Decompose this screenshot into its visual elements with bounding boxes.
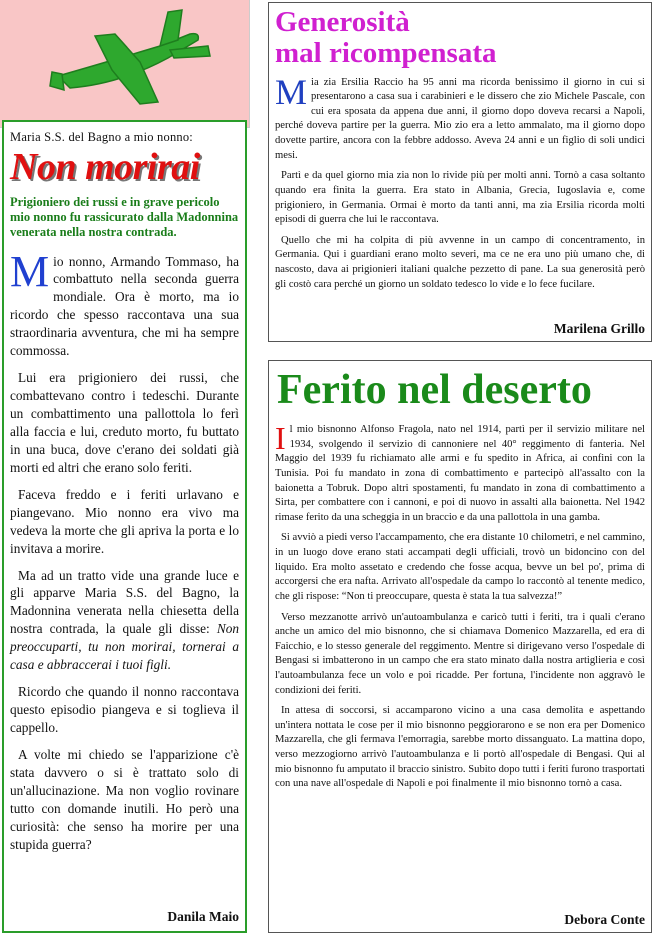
paragraph: Si avviò a piedi verso l'accampamento, che era distante 10 chilometri, e nel cammino, in un luogo dove erano stati accampati degli ufficiali, trovò un bidoncino con del liquido. Era molto assetato e credendo che fosse acqua, bevve un bel po', prima di accorgersi che era nafta. Arrivato all'ospedale da campo lo raccontò al tenente medico, che gli rispose: “Non ti preoccupare, questa è stata la tua salvezza!” — [275, 532, 645, 602]
paragraph: In attesa di soccorsi, si accamparono vicino a una casa demolita e aspettando un'intera nottata le cose per il mio bisnonno peggiorarono e se non era per Domenico Mazzarella, che gli fermava l'emorragia, sarebbe morto dissanguato. La mattina dopo, verso mezzogiorno arrivò l'autoambulanza e li portò all'ospedale di Bengasi. Qui al mio bisnonno fu amputato il braccio sinistro. Subito dopo tutti i feriti furono trasportati con una nave all'ospedale di Napoli e poi finalmente il mio bisnonno tornò a casa. — [275, 705, 645, 790]
article-title: Generosità mal ricompensata — [275, 6, 497, 70]
paragraph: Il mio bisnonno Alfonso Fragola, nato nel 1914, partì per il servizio militare nel 1934, svolgendo il servizio di cannoniere nel 40° reggimento di fanteria. Nel Maggio del 1939 fu richiamato alle armi e fu spedito in Africa, ai confini con la Tunisia. Poi fu mandato in zona di combattimento e partecipò all'assalto con la baionetta a Tobruk. Dopo altri spostamenti, fu mandato in zona di combattimento a Sirta, per combattere con i cannoni, e poi di nuovo in assalti alla baionetta. Nel 1942 rimase ferito da una scheggia in un braccio e da una pallottola in una gamba. — [275, 420, 645, 523]
paragraph: Faceva freddo e i feriti urlavano e piangevano. Mio nonno era vivo ma vedeva la morte che gli apriva la porta e lo invitava a morire. — [10, 486, 239, 556]
author-name: Danila Maio — [167, 909, 239, 924]
airplane-icon — [40, 6, 220, 116]
article-generosita — [268, 2, 652, 342]
paragraph: Partì e da quel giorno mia zia non lo rivide più per molti anni. Tornò a casa soltanto quando era finita la guerra. Era stato in Albania, Grecia, Iugoslavia e, come prigioniero, in Germania. Ormai è morto da tanti anni, ma zia Ersilia ricorda molti episodi di guerra che lui le raccontava. — [275, 170, 645, 226]
plane-illustration-box — [0, 0, 250, 128]
article-body — [10, 246, 239, 854]
author-name: Marilena Grillo — [553, 321, 645, 336]
paragraph: Mio nonno, Armando Tommaso, ha combattuto nella seconda guerra mondiale. Ora è morto, ma io ricordo che spesso raccontava una sua straordinaria avventura, che mi ha sempre commossa. — [10, 246, 239, 359]
paragraph: Mia zia Ersilia Raccio ha 95 anni ma ricorda benissimo il giorno in cui si presentarono a casa sua i carabinieri e le dissero che zio Michele Pascale, con cui era sposata da appena due anni, il giorno dopo doveva recarsi a Napoli, perché doveva partire per la guerra. Mio zio era a letto ammalato, ma il giorno dopo dovette partire, ancora con la febbre addosso. Aveva 24 anni e un figlio di soli undici mesi. — [275, 71, 645, 161]
paragraph: Verso mezzanotte arrivò un'autoambulanza e caricò tutti i feriti, tra i quali c'erano anche un amico del mio bisnonno, che si chiamava Domenico Mazzarella, ed era di Faicchio, e lo stesso generale del reggimento. Mentre si dirigevano verso l'ospedale di Bengasi si imbatterono in un campo che era stato minato dalla nostra artiglieria e così l'autoambulanza fece un volo e poi ricadde. Per fortuna, l'incidente non aggravò le condizioni dei feriti. — [275, 611, 645, 696]
paragraph: Ma ad un tratto vide una grande luce e gli apparve Maria S.S. del Bagno, la Madonnina venerata nella chiesetta della nostra contrada, la quale gli disse: Non preoccuparti, tu non morirai, tornerai a casa e abbraccerai i tuoi figli. — [10, 567, 239, 673]
article-ferito-nel-deserto — [268, 360, 652, 933]
drop-cap: M — [275, 71, 308, 112]
drop-cap: I — [275, 420, 286, 457]
paragraph: Quello che mi ha colpita di più avvenne in un campo di concentramento, in Germania. Qui i guardiani erano molto severi, ma ce ne era uno più umano che, di nascosto, dava ai prigionieri italiani qualche pezzetto di pane. La sua generosità però gli costò cara perché un giorno un soldato tedesco lo vide e lo fece fucilare. — [275, 234, 645, 290]
paragraph: A volte mi chiedo se l'apparizione c'è stata davvero o si è trattato solo di un'allucinazione. Ma non voglio rovinare tutto con domande inutili. Ho però una curiosità: che senso ha morire per una stupida guerra? — [10, 746, 239, 852]
article-body — [275, 71, 645, 293]
drop-cap: M — [10, 246, 50, 296]
article-title: Non morirai — [10, 146, 200, 188]
article-body — [275, 420, 645, 792]
quote: Non preoccuparti, tu non morirai, tornerai a casa e abbraccerai i tuoi figli. — [10, 621, 239, 673]
paragraph: Lui era prigioniero dei russi, che combattevano contro i tedeschi. Durante un combattimento una pallottola lo ferì alla faccia e lui, creduto morto, fu buttato in una buca, dove c'erano dei soldati già morti ed altri che erano solo feriti. — [10, 370, 239, 475]
paragraph: Ricordo che quando il nonno raccontava questo episodio piangeva e si toglieva il cappello. — [10, 684, 239, 736]
article-non-morirai — [2, 120, 247, 933]
article-subtitle: Prigioniero dei russi e in grave pericolo mio nonno fu rassicurato dalla Madonnina venerata nella nostra contrada. — [10, 194, 239, 240]
author-name: Debora Conte — [564, 912, 645, 927]
article-kicker: Maria S.S. del Bagno a mio nonno: — [10, 130, 193, 144]
article-title: Ferito nel deserto — [277, 367, 592, 413]
